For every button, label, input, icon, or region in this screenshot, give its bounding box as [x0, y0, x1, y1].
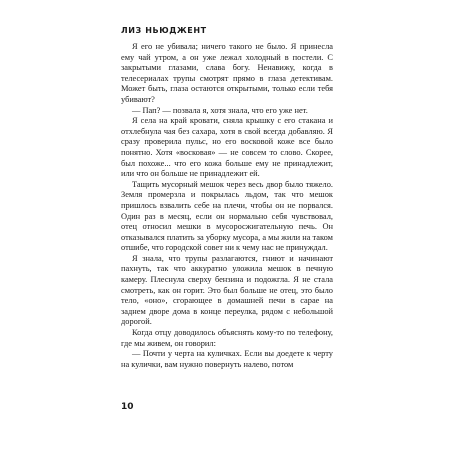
paragraph: Когда отцу доводилось объяснять кому-то по телефону, где мы живем, он говорил: [121, 328, 333, 348]
paragraph: Я знала, что трупы разлагаются, гниют и начинают пахнуть, так что аккуратно уложила мешок в печную камеру. Плеснула сверху бензина и подожгла. Я не стала смотреть, как он горит. Это был больше не отец, это было тело, «оно», сгорающее в домашней печи в сарае на заднем дворе дома в конце переулка, рядом с небольшой дорогой. [121, 253, 333, 327]
paragraph: — Пап? — позвала я, хотя знала, что его уже нет. [132, 105, 308, 115]
page-number: 10 [121, 402, 134, 412]
paragraph: Я села на край кровати, сняла крышку с его стакана и отхлебнула чая без сахара, хотя в свой всегда добавляю. Я сразу проверила пульс, но его восковой коже все было понятно. Хотя «восковая» — не совсем то слово. Скорее, был похоже... что его кожа больше ему не принадлежит, или что он больше не принадлежит ей. [121, 116, 333, 179]
paragraph: Я его не убивала; ничего такого не было. Я принесла ему чай утром, а он уже лежал холодный в постели. С закрытыми глазами, слава богу. Ненавижу, когда в телесериалах трупы смотрят прямо в глаза детективам. Может быть, глаза остаются открытыми, только если тебя убивают? [121, 42, 333, 104]
paragraph: — Почти у черта на куличках. Если вы доедете к черту на кулички, вам нужно повернуть налево, потом [121, 349, 333, 369]
paragraph: Тащить мусорный мешок через весь двор было тяжело. Земля промерзла и покрылась льдом, так что мешок пришлось взвалить себе на плечи, чтобы он не порвался. Один раз в месяц, если он нормально себя чувствовал, отец относил мешки в мусоросжигательную печь. Он отказывался платить за уборку мусора, а мы жили на таком отшибе, что городской совет ни к чему нас не принуждал. [121, 179, 333, 253]
running-head-author: ЛИЗ НЬЮДЖЕНТ [121, 26, 207, 35]
body-text [121, 42, 333, 370]
